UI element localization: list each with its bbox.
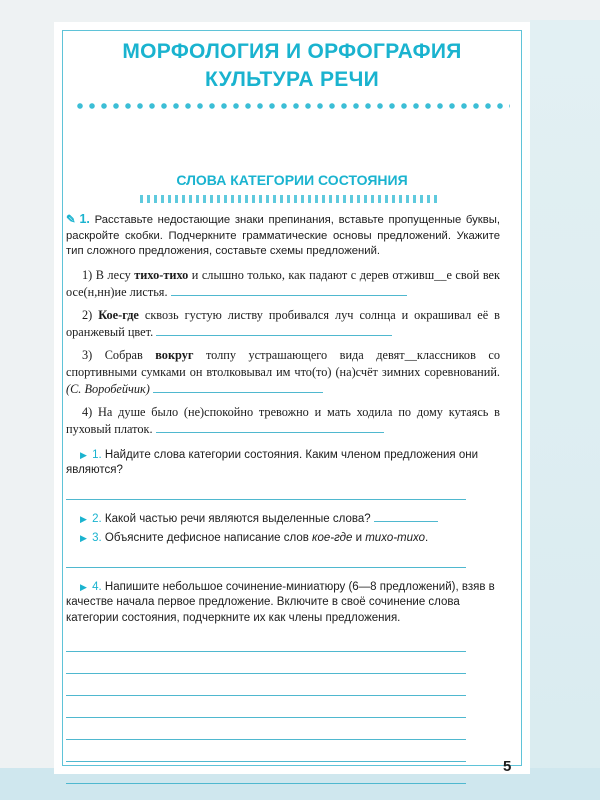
sentence-3-bold: вокруг [155, 347, 194, 362]
essay-line[interactable] [66, 762, 466, 784]
side-decoration [530, 20, 600, 780]
sentence-3-start: 3) Собрав [82, 347, 156, 362]
chapter-header [70, 38, 514, 94]
arrow-icon: ▶ [80, 581, 87, 592]
sentence-1-end: и слышно только, как падают с дерев отживш__е свой век осе(н,нн)ие листья. [66, 267, 500, 299]
question-3 [66, 531, 500, 547]
essay-line[interactable] [66, 718, 466, 740]
arrow-icon: ▶ [80, 449, 87, 460]
sentence-2-start: 2) [82, 307, 99, 322]
question-3-text: Объясните дефисное написание слов [104, 532, 313, 544]
arrow-icon: ▶ [80, 513, 87, 524]
ornament-divider [74, 100, 510, 112]
question-1-text: Найдите слова категории состояния. Каким членом предложения они являются? [66, 448, 479, 476]
question-4 [66, 580, 500, 627]
question-4-number: 4. [92, 580, 102, 593]
sentence-1-start: 1) В лесу [82, 267, 135, 282]
question-3-word2: тихо-тихо [365, 532, 426, 544]
answer-line[interactable] [153, 381, 323, 393]
sentence-4-text: 4) На душе было (не)спокойно тревожно и мать ходила по дому кутаясь в пуховый платок. [66, 404, 500, 436]
essay-line[interactable] [66, 674, 466, 696]
question-2 [66, 510, 500, 528]
arrow-icon: ▶ [80, 533, 87, 543]
section-underline [140, 195, 440, 203]
task1-number: 1. [79, 212, 90, 226]
sentence-4 [66, 404, 500, 438]
sentence-3 [66, 347, 500, 398]
essay-line[interactable] [66, 740, 466, 762]
sentence-1-bold: тихо-тихо [134, 267, 189, 282]
essay-line[interactable] [66, 630, 466, 652]
sentence-3-author: (С. Воробейчик) [66, 381, 150, 396]
question-2-text: Какой частью речи являются выделенные слова? [104, 512, 371, 525]
answer-line[interactable] [156, 324, 392, 336]
question-3-number: 3. [92, 532, 102, 544]
sentence-2-bold: Кое-где [98, 307, 139, 322]
question-3-and: и [352, 532, 366, 544]
question-4-text: Напишите небольшое сочинение-миниатюру (6—8 предложений), взяв в качестве начала первое предложение. Включите в своё сочинение слова категории состояния, подчеркните их как члены предложения. [66, 580, 495, 624]
exercise-content [66, 212, 500, 784]
pen-icon: ✎ [66, 214, 76, 226]
sentence-2 [66, 307, 500, 341]
answer-line[interactable] [156, 421, 384, 433]
sentence-3-end: толпу устрашающего вида девят__классников со спортивными сумками он втолковывал им что(то) (на)счёт зимних соревнований. [66, 347, 500, 379]
page-number: 5 [503, 758, 512, 775]
task1-instructions [66, 212, 500, 260]
sentence-2-end: сквозь густую листву пробивался луч солнца и окрашивал её в оранжевый цвет. [66, 307, 500, 339]
question-3-word1: кое-где [312, 532, 353, 544]
chapter-title-line2: КУЛЬТУРА РЕЧИ [204, 68, 380, 91]
question-3-end: . [425, 532, 429, 544]
essay-lines [66, 630, 500, 784]
task1-text: Расставьте недостающие знаки препинания, вставьте пропущенные буквы, раскройте скобки. Подчеркните грамматические основы предложений. Укажите тип сложного предложения, составьте схемы предложений. [66, 214, 500, 257]
answer-line[interactable] [171, 284, 407, 296]
section-title: СЛОВА КАТЕГОРИИ СОСТОЯНИЯ [176, 172, 408, 188]
question-1 [66, 448, 500, 479]
question-2-number: 2. [92, 512, 102, 525]
answer-line[interactable] [66, 479, 466, 500]
answer-line[interactable] [66, 547, 466, 568]
question-1-number: 1. [92, 448, 102, 461]
answer-line[interactable] [374, 510, 438, 522]
sentence-1 [66, 267, 500, 301]
chapter-title-line1: МОРФОЛОГИЯ И ОРФОГРАФИЯ [122, 40, 462, 63]
essay-line[interactable] [66, 652, 466, 674]
essay-line[interactable] [66, 696, 466, 718]
